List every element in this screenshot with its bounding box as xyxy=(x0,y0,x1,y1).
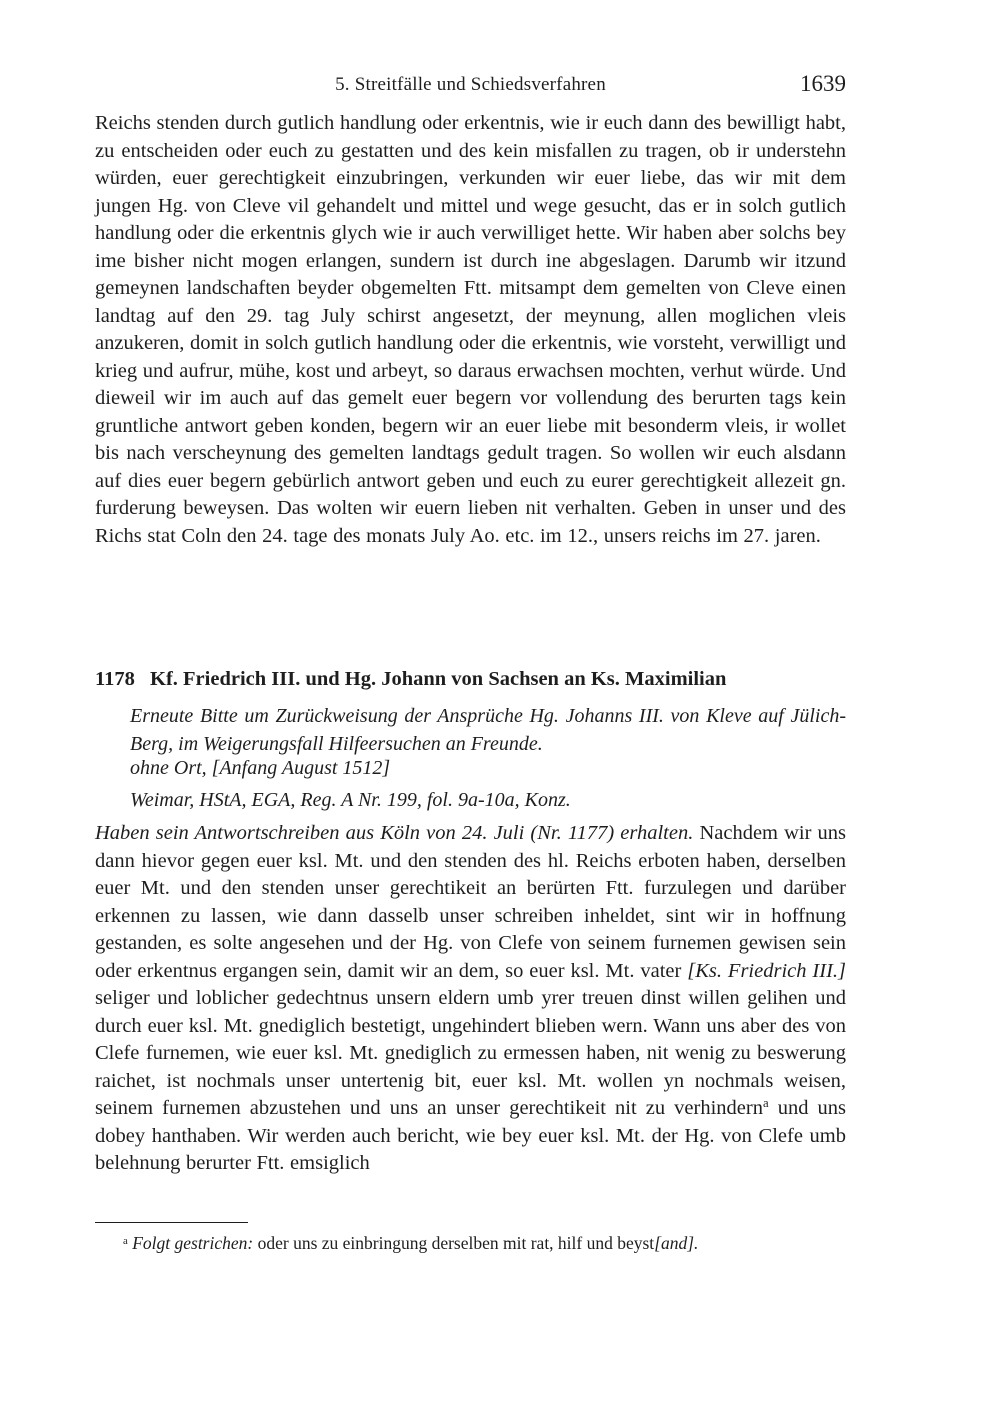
footnote-editorial-label: Folgt gestrichen: xyxy=(127,1233,254,1253)
entry-title: Kf. Friedrich III. und Hg. Johann von Sachsen an Ks. Maximilian xyxy=(150,668,727,690)
editorial-insertion: [Ks. Friedrich III.] xyxy=(687,959,846,982)
footnote-text: oder uns zu einbringung derselben mit rat, hilf und beyst xyxy=(253,1233,655,1253)
entry-text-part1: Nachdem wir uns dann hievor gegen euer ksl. Mt. und den stenden des hl. Reichs erboten haben, derselben euer Mt. und den stenden unser gerechtikeit an berürten Ftt. furzulegen und darüber erkennen zu lassen, wie dann dasselb unser schreiben inheldet, sint wir in hoffnung gestanden, es solte angesehen und der Hg. von Clefe von seinem furnemen gewisen sein oder erkentnus ergangen sein, damit wir an dem, so euer ksl. Mt. vater xyxy=(95,822,846,982)
entry-text-paragraph xyxy=(95,820,846,1178)
page-number: 1639 xyxy=(800,71,846,96)
footnote-reference-marker: a xyxy=(762,1096,769,1110)
entry-dateline: ohne Ort, [Anfang August 1512] xyxy=(130,757,391,779)
running-header-title: 5. Streitfälle und Schiedsverfahren xyxy=(335,74,606,95)
footnote xyxy=(95,1231,846,1255)
footnote-separator-rule xyxy=(95,1222,248,1223)
entry-text-part2: seliger und loblicher gedechtnus unsern eldern umb yrer treuen dinst willen gelihen und durch euer ksl. Mt. gnediglich bestetigt, ungehindert blieben wern. Wann uns aber des von Clefe furnemen, wie euer ksl. Mt. gnediglich zu ermessen haben, nit wenig zu beswerung raichet, ist nochmals unser untertenig bit, euer ksl. Mt. wollen yn nochmals weisen, seinem furnemen abzustehen und uns an unser gerechtikeit nit zu verhindern xyxy=(95,987,846,1119)
footnote-tail-italic: [and]. xyxy=(654,1233,699,1253)
entry-regest: Erneute Bitte um Zurückweisung der Ansprüche Hg. Johanns III. von Kleve auf Jülich-Berg, im Weigerungsfall Hilfeersuchen an Freunde. xyxy=(130,705,846,755)
footnote-marker: a xyxy=(123,1235,128,1247)
entry-number: 1178 xyxy=(95,668,135,690)
letter-continuation-paragraph: Reichs stenden durch gutlich handlung oder erkentnis, wie ir euch dann des bewilligt habt, zu entscheiden oder euch zu gestatten und des kein misfallen zu tragen, ob ir understehn würden, euer gerechtigkeit einzubringen, verkunden wir euer liebe, das wir mit dem jungen Hg. von Cleve vil gehandelt und mittel und wege gesucht, das er in solch gutlich handlung oder die erkentnis glych wie ir auch verwilliget hette. Wir haben aber solchs bey ime bisher nicht mogen erlangen, sundern ist durch ine abgeslagen. Darumb wir itzund gemeynen landschaften beyder obgemelten Ftt. mitsampt dem gemelten von Cleve einen landtag auf den 29. tag July schirst angesetzt, der meynung, allen moglichen vleis anzukeren, domit in solch gutlich handlung oder die erkentnis, wie vorsteht, verwilligt und krieg und aufrur, mühe, kost und arbeyt, so daraus erwachsen mochten, verhut würde. Und dieweil wir im auch auf das gemelt euer begern vor vollendung des berurten tags kein gruntliche antwort geben konden, begern wir an euer liebe mit besonderm vleis, ir wollet bis nach verscheynung des gemelten landtags gedult tragen. So wollen wir euch alsdann auf dies euer begern gebürlich antwort geben und euch zu eurer gerechtigkeit allezeit gn. furderung beweysen. Das wolten wir euern lieben nit verhalten. Geben in unser und des Richs stat Coln den 24. tage des monats July Ao. etc. im 12., unsers reichs im 27. jaren. xyxy=(95,112,846,547)
entry-text-part3: und uns dobey hanthaben. Wir werden auch bericht, wie bey euer ksl. Mt. der Hg. von Clefe umb belehnung berurter Ftt. emsiglich xyxy=(95,1097,847,1174)
entry-text-lead-italic: Haben sein Antwortschreiben aus Köln von 24. Juli (Nr. 1177) erhalten. xyxy=(95,822,694,844)
entry-heading xyxy=(95,666,846,693)
running-header xyxy=(95,72,846,100)
entry-source-reference: Weimar, HStA, EGA, Reg. A Nr. 199, fol. 9a-10a, Konz. xyxy=(130,789,571,811)
